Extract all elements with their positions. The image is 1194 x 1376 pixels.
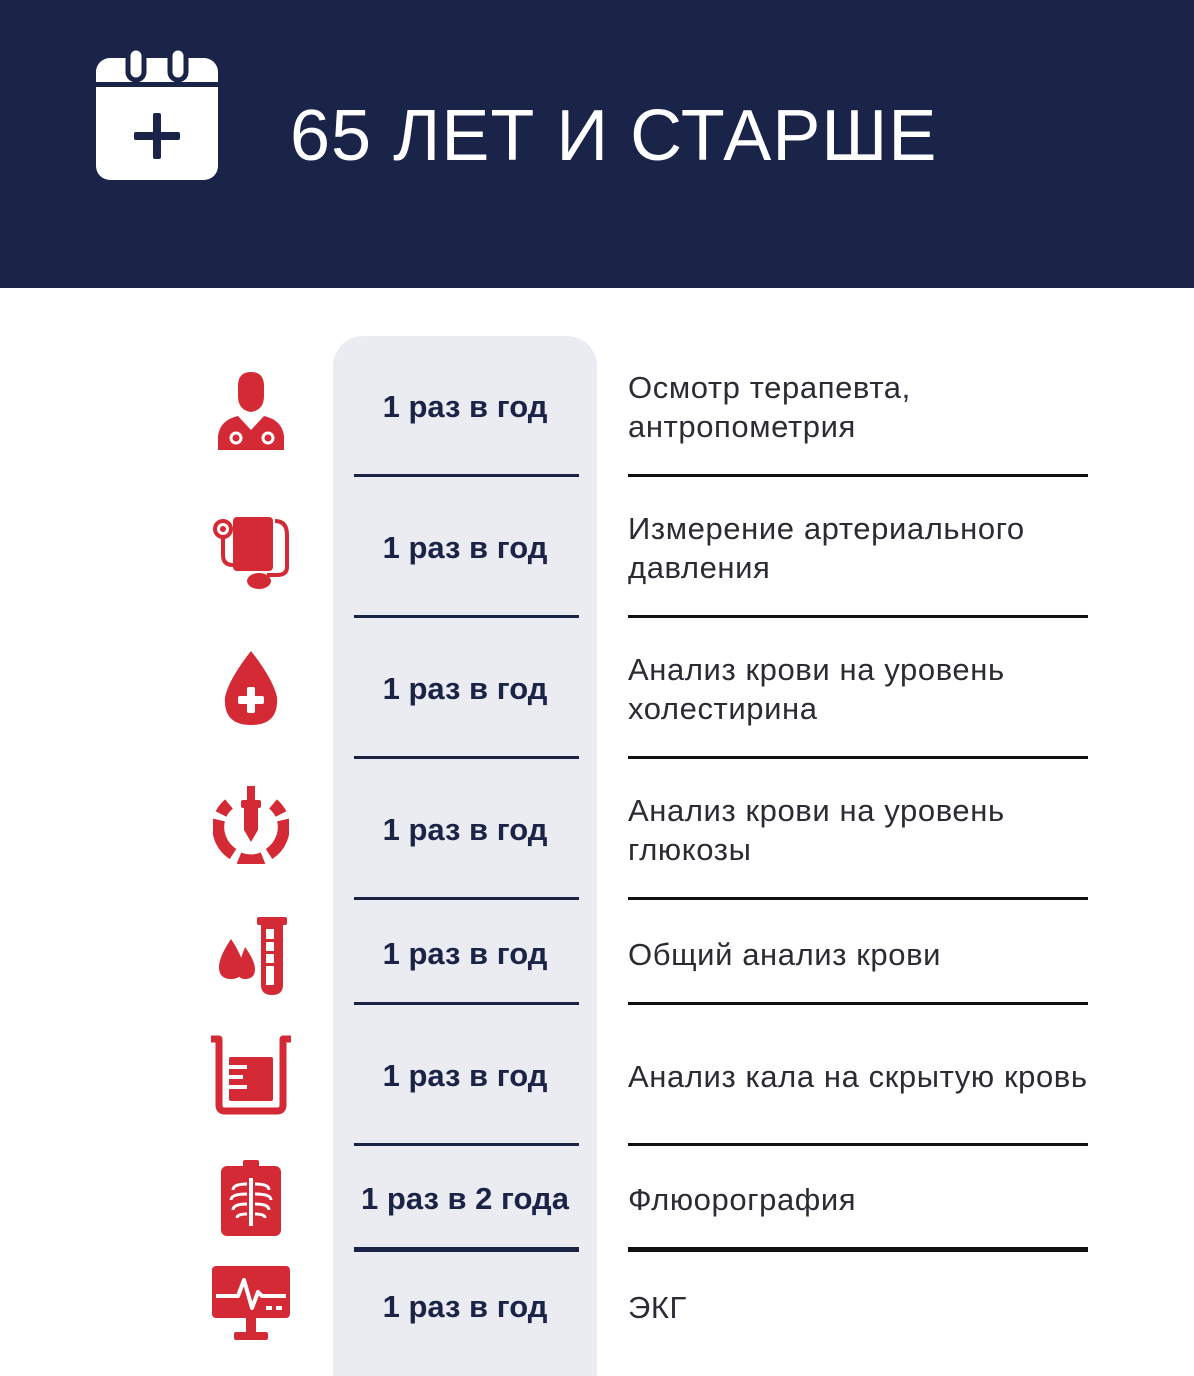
blood-test-tube-icon xyxy=(208,916,294,996)
frequency-label: 1 раз в год xyxy=(382,671,548,706)
calendar-plus-icon xyxy=(94,46,220,182)
divider xyxy=(354,474,579,477)
blood-pressure-icon xyxy=(208,511,294,591)
frequency-label: 1 раз в год xyxy=(382,936,548,971)
frequency-label: 1 раз в год xyxy=(382,1289,548,1324)
divider xyxy=(628,1002,1088,1005)
chest-xray-icon xyxy=(208,1160,294,1236)
ecg-monitor-icon xyxy=(208,1266,294,1342)
description-label: Анализ крови на уровень холестирина xyxy=(628,652,1005,726)
page-header xyxy=(0,0,1194,288)
description-label: ЭКГ xyxy=(628,1289,687,1325)
divider xyxy=(628,474,1088,477)
beaker-icon xyxy=(208,1034,294,1116)
description-label: Анализ крови на уровень глюкозы xyxy=(628,793,1005,867)
divider xyxy=(354,1002,579,1005)
description-label: Общий анализ крови xyxy=(628,936,942,972)
frequency-label: 1 раз в год xyxy=(382,1058,548,1093)
frequency-label: 1 раз в год xyxy=(382,812,548,847)
glucose-pipette-icon xyxy=(208,785,294,865)
frequency-label: 1 раз в год xyxy=(382,530,548,565)
doctor-icon xyxy=(208,370,294,452)
frequency-label: 1 раз в 2 года xyxy=(361,1181,569,1216)
divider xyxy=(628,897,1088,900)
frequency-label: 1 раз в год xyxy=(382,389,548,424)
divider xyxy=(354,897,579,900)
divider xyxy=(354,756,579,759)
description-label: Флюорография xyxy=(628,1181,857,1217)
divider xyxy=(628,615,1088,618)
blood-drop-plus-icon xyxy=(208,648,294,728)
page-title: 65 ЛЕТ И СТАРШЕ xyxy=(290,96,938,176)
description-label: Измерение артериального давления xyxy=(628,511,1025,585)
description-label: Анализ кала на скрытую кровь xyxy=(628,1058,1088,1094)
description-label: Осмотр терапевта, антропометрия xyxy=(628,370,911,444)
divider xyxy=(354,615,579,618)
divider xyxy=(628,756,1088,759)
